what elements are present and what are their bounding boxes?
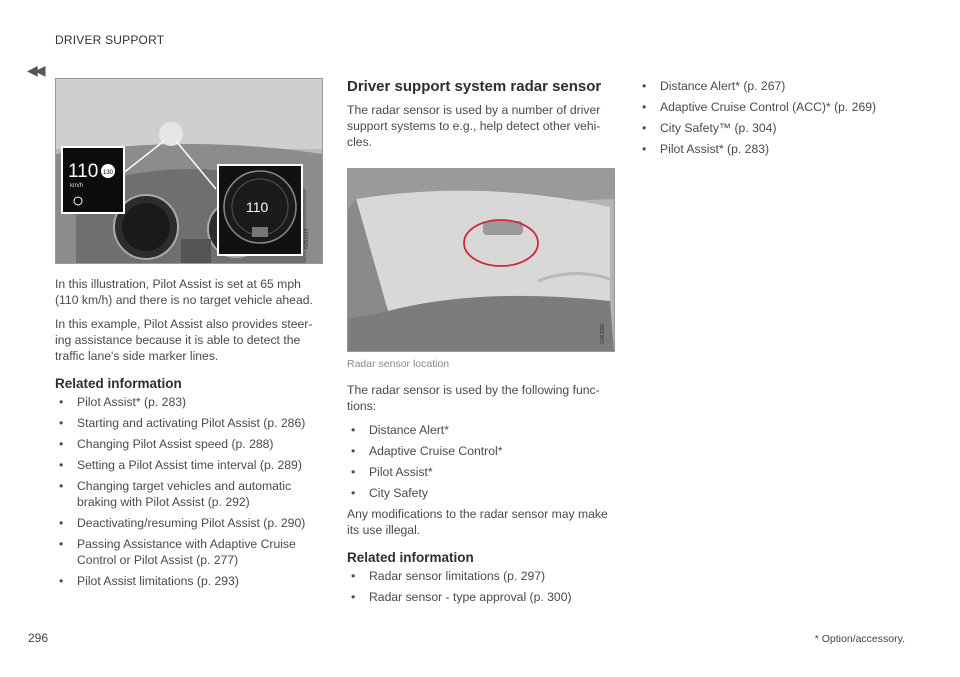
- function-item: • City Safety: [347, 485, 615, 501]
- inset-speed: 110: [68, 161, 99, 182]
- illustration-note: In this illustration, Pilot Assist is set at 65 mph (110 km/h) and there is no target vehicle ahead.: [55, 277, 313, 307]
- windshield-illustration: [347, 168, 615, 352]
- column-right: [638, 78, 906, 162]
- related-list: [638, 78, 906, 157]
- section-title: DRIVER SUPPORT: [55, 33, 165, 47]
- related-link[interactable]: • Adaptive Cruise Control (ACC)* (p. 269): [638, 99, 906, 115]
- page-number: 296: [28, 631, 49, 645]
- column-middle: [347, 78, 615, 610]
- related-link[interactable]: • Changing target vehicles and automatic braking with Pilot Assist (p. 292): [55, 478, 323, 510]
- footnote: * Option/accessory.: [814, 633, 905, 645]
- related-link[interactable]: • Pilot Assist* (p. 283): [638, 141, 906, 157]
- gauge-speed: 110: [246, 199, 269, 215]
- related-link[interactable]: • Starting and activating Pilot Assist (p. 286): [55, 415, 323, 431]
- figure-caption: Radar sensor location: [347, 358, 450, 370]
- section-heading: Driver support system radar sensor: [347, 78, 602, 95]
- related-heading: Related information: [55, 376, 182, 391]
- related-link[interactable]: • Changing Pilot Assist speed (p. 288): [55, 436, 323, 452]
- related-link[interactable]: • Radar sensor - type approval (p. 300): [347, 589, 615, 605]
- related-link[interactable]: • Passing Assistance with Adaptive Cruise Control or Pilot Assist (p. 277): [55, 536, 323, 568]
- related-heading: Related information: [347, 550, 474, 565]
- column-left: [55, 78, 323, 594]
- function-item: • Adaptive Cruise Control*: [347, 443, 615, 459]
- related-list: [55, 394, 323, 589]
- cluster-illustration: [55, 78, 323, 264]
- steering-note: In this example, Pilot Assist also provides steer-ing assistance because it is able to detect the traffic lane's side marker lines.: [55, 317, 313, 363]
- figure-code: G063382: [600, 323, 606, 344]
- related-link[interactable]: • Deactivating/resuming Pilot Assist (p. 290): [55, 515, 323, 531]
- inset-unit: km/h: [70, 183, 84, 189]
- related-link[interactable]: • Pilot Assist* (p. 283): [55, 394, 323, 410]
- back-icon[interactable]: ◀◀: [27, 62, 43, 78]
- related-link[interactable]: • Setting a Pilot Assist time interval (p. 289): [55, 457, 323, 473]
- figure-code: G051019: [304, 228, 310, 249]
- function-list: [347, 422, 615, 501]
- used-by-text: The radar sensor is used by the following func-tions:: [347, 383, 600, 413]
- related-link[interactable]: • Distance Alert* (p. 267): [638, 78, 906, 94]
- function-item: • Distance Alert*: [347, 422, 615, 438]
- function-item: • Pilot Assist*: [347, 464, 615, 480]
- warning-text: Any modifications to the radar sensor may make its use illegal.: [347, 507, 608, 537]
- related-list: [347, 568, 615, 605]
- intro-text: The radar sensor is used by a number of driver support systems to e.g., help detect other vehi-cles.: [347, 103, 601, 149]
- related-link[interactable]: • Pilot Assist limitations (p. 293): [55, 573, 323, 589]
- related-link[interactable]: • City Safety™ (p. 304): [638, 120, 906, 136]
- inset-limit: 130: [103, 170, 114, 176]
- related-link[interactable]: • Radar sensor limitations (p. 297): [347, 568, 615, 584]
